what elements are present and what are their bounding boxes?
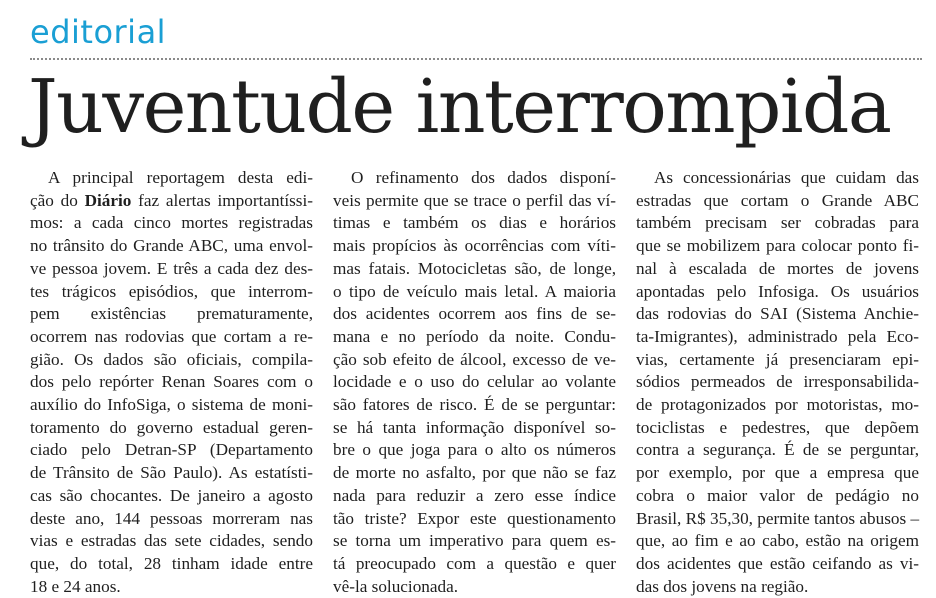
text-line: o tipo de veículo mais letal. A maioria — [333, 281, 616, 301]
text-line: tá preocupado com a questão e quer — [333, 553, 616, 573]
text-line: dos pelo repórter Renan Soares com o — [30, 372, 313, 392]
dotted-divider — [30, 58, 922, 60]
text-line: dos acidentes ocorrem aos fins de se- — [333, 304, 616, 324]
text-line: ção sob efeito de álcool, excesso de ve- — [333, 349, 616, 369]
text-line: também precisam ser cobradas para — [636, 213, 919, 233]
text-line: ção do Diário faz alertas importantíssi- — [30, 190, 313, 210]
text-line: mas fatais. Motocicletas são, de longe, — [333, 258, 616, 278]
text-line: cobra o maior valor de pedágio no — [636, 485, 919, 505]
text-line: de Trânsito de São Paulo). As estatísti- — [30, 463, 313, 483]
text-line: mos: a cada cinco mortes registradas — [30, 213, 313, 233]
text-line: ve pessoa jovem. E três a cada dez des- — [30, 258, 313, 278]
text-line: timas e também os dias e horários — [333, 213, 616, 233]
text-line: ocorrem nas rodovias que cortam a re- — [30, 326, 313, 346]
text-line: se há tanta informação disponível so- — [333, 417, 616, 437]
text-line: nal à escalada de mortes de jovens — [636, 258, 919, 278]
article-body — [30, 167, 920, 598]
text-line: se torna um imperativo para quem es- — [333, 531, 616, 551]
text-line: por exemplo, por que a empresa que — [636, 463, 919, 483]
text-line: veis permite que se trace o perfil das ví- — [333, 190, 616, 210]
text-line: As concessionárias que cuidam das — [654, 168, 919, 187]
text-line: locidade e o uso do celular ao volante — [333, 372, 616, 392]
text-line: tão triste? Expor este questionamento — [333, 508, 616, 528]
text-line: dos acidentes que estão ceifando as vi- — [636, 553, 919, 573]
text-line: de morte no asfalto, por que não se faz — [333, 463, 616, 483]
text-line: toramento do governo estadual geren- — [30, 417, 313, 437]
text-line: tociclistas e pedestres, que depõem — [636, 417, 919, 437]
text-line: que se mobilizem para colocar ponto fi- — [636, 236, 919, 256]
text-line: das dos jovens na região. — [636, 576, 809, 596]
text-line: O refinamento dos dados disponí- — [351, 168, 616, 187]
text-line: Brasil, R$ 35,30, permite tantos abusos – — [636, 508, 920, 528]
text-line: estradas que cortam o Grande ABC — [636, 190, 919, 210]
text-line: gião. Os dados são oficiais, compila- — [30, 349, 313, 369]
text-line: são fatores de risco. É de se perguntar: — [333, 395, 616, 415]
text-line: bre o que joga para o alto os números — [333, 440, 616, 460]
text-line: vias, certamente já presenciaram epi- — [636, 349, 919, 369]
text-line: que, do total, 28 tinham idade entre — [30, 553, 313, 573]
text-line: mais propícios às ocorrências com víti- — [333, 236, 616, 256]
text-line: cas são chocantes. De janeiro a agosto — [30, 485, 313, 505]
text-line: tes trágicos episódios, que interrom- — [30, 281, 313, 301]
column-3 — [636, 167, 919, 598]
text-line: vê-la solucionada. — [333, 576, 459, 596]
text-line: mana e no período da noite. Condu- — [333, 326, 616, 346]
text-line: de protagonizados por motoristas, mo- — [636, 395, 919, 415]
text-line: apontadas pelo Infosiga. Os usuários — [636, 281, 919, 301]
section-label: editorial — [30, 13, 167, 51]
column-2 — [333, 167, 616, 598]
text-line: auxílio do InfoSiga, o sistema de moni- — [30, 395, 313, 415]
text-line: nada para reduzir a zero esse índice — [333, 485, 616, 505]
text-line: vias e estradas das sete cidades, sendo — [30, 531, 313, 551]
text-line: pem existências prematuramente, — [30, 304, 313, 324]
text-line: contra a segurança. É de se perguntar, — [636, 440, 919, 460]
text-line: sódios permeados de irresponsabilida- — [636, 372, 919, 392]
headline: Juventude interrompida — [28, 64, 891, 150]
text-line: ta-Imigrantes), administrado pela Eco- — [636, 326, 919, 346]
text-line: deste ano, 144 pessoas morreram nas — [30, 508, 313, 528]
text-line: das rodovias do SAI (Sistema Anchie- — [636, 304, 919, 324]
text-line: ciado pelo Detran-SP (Departamento — [30, 440, 313, 460]
text-line: 18 e 24 anos. — [30, 576, 121, 596]
column-1 — [30, 167, 313, 598]
text-line: no trânsito do Grande ABC, uma envol- — [30, 236, 313, 256]
text-line: que, ao fim e ao cabo, estão na origem — [636, 531, 919, 551]
text-line: A principal reportagem desta edi- — [48, 168, 313, 187]
